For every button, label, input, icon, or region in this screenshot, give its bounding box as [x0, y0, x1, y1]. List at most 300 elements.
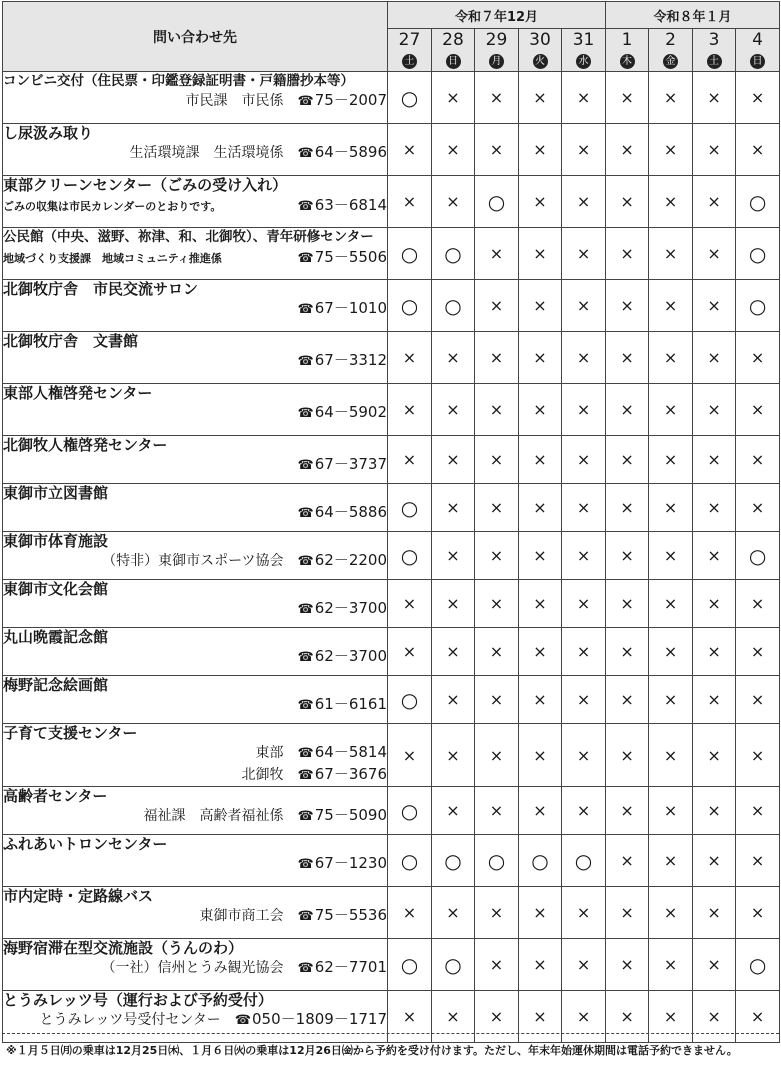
month-header-december: 令和７年12月 [388, 2, 606, 29]
table-row [3, 676, 780, 724]
contact-line [3, 742, 387, 764]
closed-mark: × [693, 628, 736, 676]
closed-mark: × [562, 228, 606, 280]
closed-mark: × [693, 580, 736, 628]
closed-mark: × [649, 835, 693, 887]
open-mark: ○ [388, 787, 432, 835]
contact-line [3, 454, 387, 476]
closed-mark: × [736, 991, 780, 1043]
closed-mark: × [649, 436, 693, 484]
closed-mark: × [562, 484, 606, 532]
closed-mark: × [736, 484, 780, 532]
open-mark: ○ [432, 280, 475, 332]
phone-icon: ☎ [297, 458, 314, 473]
closed-mark: × [649, 787, 693, 835]
closed-mark: × [693, 436, 736, 484]
phone-icon: ☎ [297, 146, 314, 161]
closed-mark: × [519, 724, 562, 787]
facility-name: 北御牧庁舎 文書館 [3, 332, 139, 350]
table-row [3, 939, 780, 991]
closed-mark: × [519, 676, 562, 724]
closed-mark: × [606, 887, 649, 939]
closed-mark: × [475, 939, 519, 991]
closed-mark: × [649, 280, 693, 332]
closed-mark: × [432, 724, 475, 787]
closed-mark: × [649, 124, 693, 176]
closed-mark: × [562, 280, 606, 332]
closed-mark: × [432, 887, 475, 939]
day-number: 4 [752, 30, 763, 50]
table-row [3, 580, 780, 628]
open-mark: ○ [736, 176, 780, 228]
open-mark: ○ [388, 228, 432, 280]
closed-mark: × [388, 887, 432, 939]
table-row [3, 835, 780, 887]
phone-icon: ☎ [297, 354, 314, 369]
closed-mark: × [693, 835, 736, 887]
closed-mark: × [736, 628, 780, 676]
open-mark: ○ [388, 72, 432, 124]
open-mark: ○ [388, 835, 432, 887]
phone-icon: ☎ [297, 199, 314, 214]
closed-mark: × [388, 176, 432, 228]
contact-cell [3, 939, 388, 991]
contact-line [3, 142, 387, 164]
contact-line [3, 598, 387, 620]
schedule-rows [3, 72, 780, 1043]
closed-mark: × [519, 484, 562, 532]
table-row [3, 532, 780, 580]
closed-mark: × [736, 580, 780, 628]
closed-mark: × [475, 787, 519, 835]
phone-icon: ☎ [297, 406, 314, 421]
contact-cell [3, 532, 388, 580]
facility-name: コンビニ交付（住民票・印鑑登録証明書・戸籍謄抄本等） [3, 73, 354, 89]
closed-mark: × [388, 724, 432, 787]
closed-mark: × [736, 436, 780, 484]
closed-mark: × [693, 72, 736, 124]
phone-value: 61－6161 [314, 695, 387, 713]
closed-mark: × [693, 676, 736, 724]
phone-value: 75－5506 [314, 248, 387, 266]
contact-line [3, 853, 387, 875]
contact-cell [3, 280, 388, 332]
phone-icon: ☎ [297, 909, 314, 924]
facility-name: 高齢者センター [3, 787, 108, 805]
closed-mark: × [519, 787, 562, 835]
contact-cell [3, 991, 388, 1043]
facility-name: 東御市立図書館 [3, 484, 109, 502]
closed-mark: × [519, 124, 562, 176]
phone-number [298, 647, 387, 665]
phone-icon: ☎ [297, 650, 314, 665]
open-mark: ○ [432, 835, 475, 887]
closed-mark: × [649, 532, 693, 580]
closed-mark: × [606, 628, 649, 676]
contact-line [3, 764, 387, 786]
closed-mark: × [475, 628, 519, 676]
open-mark: ○ [562, 835, 606, 887]
month-header-january: 令和８年１月 [606, 2, 780, 29]
phone-value: 62－2200 [314, 551, 387, 569]
contact-cell [3, 887, 388, 939]
closed-mark: × [693, 384, 736, 436]
contact-line [3, 957, 387, 979]
closed-mark: × [388, 384, 432, 436]
phone-icon: ☎ [297, 768, 314, 783]
facility-name: 東部クリーンセンター（ごみの受け入れ） [3, 176, 288, 194]
closed-mark: × [693, 991, 736, 1043]
closed-mark: × [432, 72, 475, 124]
closed-mark: × [562, 724, 606, 787]
table-row [3, 384, 780, 436]
closed-mark: × [649, 384, 693, 436]
day-number: 31 [572, 30, 595, 50]
closed-mark: × [562, 628, 606, 676]
closed-mark: × [693, 724, 736, 787]
open-mark: ○ [475, 835, 519, 887]
closed-mark: × [432, 384, 475, 436]
phone-icon: ☎ [297, 506, 314, 521]
facility-name: 東部人権啓発センター [3, 384, 153, 402]
closed-mark: × [432, 484, 475, 532]
phone-value: 67－1010 [314, 299, 387, 317]
open-mark: ○ [388, 532, 432, 580]
facility-name: し尿汲み取り [3, 124, 94, 142]
phone-value: 75－2007 [314, 91, 387, 109]
closed-mark: × [519, 228, 562, 280]
closed-mark: × [649, 176, 693, 228]
closed-mark: × [475, 72, 519, 124]
table-row [3, 332, 780, 384]
contact-cell [3, 628, 388, 676]
department-name: 東御市商工会 [199, 908, 284, 924]
closed-mark: × [736, 787, 780, 835]
phone-number [298, 299, 387, 317]
closed-mark: × [519, 580, 562, 628]
closed-mark: × [606, 532, 649, 580]
phone-value: 62－3700 [314, 599, 387, 617]
closed-mark: × [606, 676, 649, 724]
closed-mark: × [736, 332, 780, 384]
closed-mark: × [475, 384, 519, 436]
closed-mark: × [736, 72, 780, 124]
open-mark: ○ [432, 228, 475, 280]
contact-cell [3, 676, 388, 724]
closed-mark: × [693, 280, 736, 332]
facility-name: 東御市体育施設 [3, 532, 109, 550]
day-header [693, 29, 736, 72]
contact-line [3, 194, 387, 215]
phone-icon: ☎ [297, 809, 314, 824]
table-row [3, 176, 780, 228]
table-row [3, 436, 780, 484]
open-mark: ○ [736, 939, 780, 991]
closed-mark: × [562, 176, 606, 228]
day-of-week-badge: 土 [707, 54, 722, 69]
phone-value: 67－3676 [314, 765, 387, 783]
facility-name: 東御市文化会館 [3, 580, 109, 598]
closed-mark: × [606, 280, 649, 332]
closed-mark: × [475, 532, 519, 580]
phone-number [235, 1010, 387, 1028]
closed-mark: × [649, 580, 693, 628]
facility-name: ふれあいトロンセンター [3, 835, 168, 853]
phone-icon: ☎ [297, 602, 314, 617]
contact-line [3, 502, 387, 524]
phone-icon: ☎ [297, 857, 314, 872]
department-name: 東部 [255, 745, 284, 761]
closed-mark: × [475, 676, 519, 724]
phone-number [298, 551, 387, 569]
closed-mark: × [475, 332, 519, 384]
contact-cell [3, 835, 388, 887]
closed-mark: × [432, 124, 475, 176]
closed-mark: × [649, 887, 693, 939]
table-row [3, 280, 780, 332]
phone-number [298, 403, 387, 421]
closed-mark: × [432, 532, 475, 580]
phone-number [298, 806, 387, 824]
contact-cell [3, 332, 388, 384]
department-name: 市民課 市民係 [185, 93, 284, 109]
closed-mark: × [388, 436, 432, 484]
closed-mark: × [606, 991, 649, 1043]
day-of-week-badge: 火 [533, 54, 548, 69]
closed-mark: × [606, 787, 649, 835]
day-number: 3 [708, 30, 720, 50]
contact-line [3, 1009, 387, 1031]
contact-line [3, 402, 387, 424]
closed-mark: × [432, 332, 475, 384]
closed-mark: × [693, 332, 736, 384]
department-name: （一社）信州とうみ観光協会 [101, 960, 284, 976]
closed-mark: × [519, 384, 562, 436]
phone-icon: ☎ [297, 302, 314, 317]
phone-icon: ☎ [234, 1013, 252, 1028]
phone-icon: ☎ [297, 698, 314, 713]
closed-mark: × [562, 676, 606, 724]
closed-mark: × [475, 124, 519, 176]
closed-mark: × [562, 332, 606, 384]
closed-mark: × [432, 580, 475, 628]
day-of-week-badge: 水 [576, 54, 591, 69]
closed-mark: × [432, 436, 475, 484]
contact-note: ごみの収集は市民カレンダーのとおりです。 [3, 200, 222, 213]
closed-mark: × [519, 436, 562, 484]
closed-mark: × [693, 887, 736, 939]
open-mark: ○ [475, 176, 519, 228]
phone-value: 75－5090 [314, 806, 387, 824]
closed-mark: × [736, 676, 780, 724]
contact-cell [3, 176, 388, 228]
table-row [3, 484, 780, 532]
closed-mark: × [606, 124, 649, 176]
closed-mark: × [606, 384, 649, 436]
holiday-schedule-table [2, 1, 780, 1043]
closed-mark: × [606, 580, 649, 628]
department-name: 福祉課 高齢者福祉係 [143, 808, 284, 824]
contact-cell [3, 484, 388, 532]
closed-mark: × [562, 532, 606, 580]
contact-cell [3, 436, 388, 484]
closed-mark: × [736, 724, 780, 787]
closed-mark: × [475, 280, 519, 332]
closed-mark: × [562, 580, 606, 628]
closed-mark: × [562, 384, 606, 436]
closed-mark: × [693, 124, 736, 176]
closed-mark: × [388, 124, 432, 176]
facility-name: とうみレッツ号（運行および予約受付） [3, 991, 273, 1009]
closed-mark: × [649, 991, 693, 1043]
closed-mark: × [606, 835, 649, 887]
day-of-week-badge: 日 [750, 54, 765, 69]
facility-name: 丸山晩霞記念館 [3, 628, 109, 646]
closed-mark: × [562, 991, 606, 1043]
contact-line [3, 905, 387, 927]
closed-mark: × [388, 580, 432, 628]
closed-mark: × [606, 176, 649, 228]
day-number: 2 [665, 30, 676, 50]
day-header [388, 29, 432, 72]
contact-line [3, 298, 387, 320]
day-of-week-badge: 日 [446, 54, 461, 69]
phone-value: 64－5902 [314, 403, 387, 421]
table-row [3, 72, 780, 124]
closed-mark: × [649, 72, 693, 124]
day-number: 30 [529, 30, 551, 50]
phone-icon: ☎ [297, 94, 314, 109]
closed-mark: × [736, 384, 780, 436]
closed-mark: × [649, 939, 693, 991]
closed-mark: × [519, 332, 562, 384]
closed-mark: × [519, 991, 562, 1043]
contact-line [3, 350, 387, 372]
closed-mark: × [432, 176, 475, 228]
closed-mark: × [736, 124, 780, 176]
phone-value: 62－3700 [314, 647, 387, 665]
day-header [736, 29, 780, 72]
table-row [3, 228, 780, 280]
contact-cell [3, 787, 388, 835]
closed-mark: × [562, 124, 606, 176]
closed-mark: × [475, 484, 519, 532]
contact-cell [3, 724, 388, 787]
closed-mark: × [519, 628, 562, 676]
facility-name: 梅野記念絵画館 [3, 676, 109, 694]
day-of-week-badge: 金 [663, 54, 678, 69]
table-row [3, 991, 780, 1043]
table-row [3, 887, 780, 939]
closed-mark: × [736, 887, 780, 939]
facility-name: 北御牧庁舎 市民交流サロン [3, 280, 199, 298]
closed-mark: × [606, 939, 649, 991]
table-row [3, 124, 780, 176]
phone-value: 75－5536 [314, 906, 387, 924]
closed-mark: × [388, 332, 432, 384]
contact-line [3, 90, 387, 112]
open-mark: ○ [736, 532, 780, 580]
open-mark: ○ [519, 835, 562, 887]
contact-cell [3, 124, 388, 176]
phone-value: 67－3737 [314, 455, 387, 473]
table-row [3, 724, 780, 787]
contact-note: 地域づくり支援課 地域コミュニティ推進係 [3, 252, 222, 265]
closed-mark: × [475, 724, 519, 787]
closed-mark: × [519, 280, 562, 332]
contact-cell [3, 72, 388, 124]
day-header [562, 29, 606, 72]
closed-mark: × [388, 991, 432, 1043]
closed-mark: × [693, 787, 736, 835]
closed-mark: × [693, 484, 736, 532]
day-number: 1 [621, 30, 633, 50]
phone-icon: ☎ [297, 251, 314, 266]
contact-line [3, 246, 387, 267]
phone-number [298, 695, 387, 713]
closed-mark: × [606, 72, 649, 124]
phone-number [298, 91, 387, 109]
phone-value: 64－5814 [314, 743, 387, 761]
closed-mark: × [562, 939, 606, 991]
day-header [606, 29, 649, 72]
phone-number [298, 958, 387, 976]
phone-number [298, 503, 387, 521]
closed-mark: × [475, 991, 519, 1043]
department-name: とうみレッツ号受付センター [39, 1012, 221, 1028]
closed-mark: × [432, 628, 475, 676]
day-header [475, 29, 519, 72]
closed-mark: × [649, 724, 693, 787]
phone-number [298, 765, 387, 783]
day-header [432, 29, 475, 72]
contact-cell [3, 228, 388, 280]
closed-mark: × [475, 887, 519, 939]
closed-mark: × [475, 580, 519, 628]
contact-cell [3, 580, 388, 628]
closed-mark: × [693, 228, 736, 280]
department-name: （特非）東御市スポーツ協会 [102, 553, 284, 569]
phone-number [298, 455, 387, 473]
closed-mark: × [432, 787, 475, 835]
closed-mark: × [475, 436, 519, 484]
facility-name: 北御牧人権啓発センター [3, 436, 168, 454]
day-number: 29 [485, 30, 508, 50]
facility-name: 公民館（中央、滋野、祢津、和、北御牧）、青年研修センター [3, 229, 374, 245]
open-mark: ○ [432, 939, 475, 991]
phone-value: 67－1230 [314, 854, 387, 872]
day-header [649, 29, 693, 72]
phone-number [298, 143, 387, 161]
closed-mark: × [649, 332, 693, 384]
closed-mark: × [562, 72, 606, 124]
phone-value: 67－3312 [314, 351, 387, 369]
closed-mark: × [693, 939, 736, 991]
closed-mark: × [606, 332, 649, 384]
closed-mark: × [519, 72, 562, 124]
phone-value: 62－7701 [314, 958, 387, 976]
phone-number [298, 743, 387, 761]
phone-number [298, 194, 387, 215]
phone-value: 050－1809－1717 [252, 1010, 387, 1028]
contact-column-header: 問い合わせ先 [3, 2, 388, 72]
closed-mark: × [432, 991, 475, 1043]
contact-line [3, 550, 387, 572]
closed-mark: × [606, 436, 649, 484]
closed-mark: × [606, 724, 649, 787]
contact-line [3, 805, 387, 827]
closed-mark: × [693, 176, 736, 228]
